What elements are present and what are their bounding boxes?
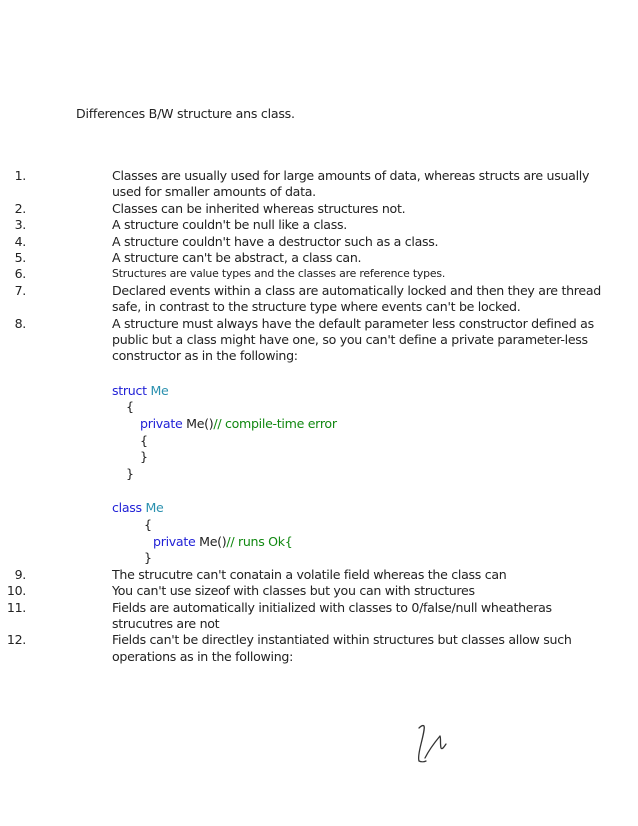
list-text-line: A structure couldn't be null like a class. — [112, 217, 347, 233]
list-number: 1. — [14, 168, 26, 183]
code-line: } — [126, 465, 134, 481]
code-method: Me() — [182, 416, 214, 432]
list-text-line: used for smaller amounts of data. — [112, 184, 316, 200]
code-line: { — [126, 399, 134, 415]
list-text-line: public but a class might have one, so you can't define a private parameter-less — [112, 332, 588, 348]
code-type-name: Me — [146, 382, 169, 398]
code-line — [112, 534, 638, 551]
code-line — [112, 383, 638, 400]
code-line: } — [144, 550, 152, 566]
list-item — [0, 567, 556, 583]
list-number: 4. — [14, 233, 26, 249]
list-item — [0, 250, 556, 266]
code-line: { — [140, 432, 148, 448]
list-number: 9. — [14, 566, 26, 582]
list-text-line: A structure couldn't have a destructor such as a class. — [112, 233, 439, 249]
list-text-line: Declared events within a class are automatically locked and then they are thread — [112, 282, 601, 298]
differences-list — [0, 168, 638, 665]
code-line — [112, 416, 638, 433]
list-item — [0, 282, 601, 316]
list-text-line: A structure can't be abstract, a class can. — [112, 250, 362, 266]
signature-mark — [416, 722, 448, 766]
code-keyword: private — [140, 416, 183, 432]
list-text-line: Fields can't be directley instantiated within structures but classes allow such — [112, 632, 572, 648]
list-number: 3. — [14, 217, 26, 233]
list-text-line: A structure must always have the default parameter less constructor defined as — [112, 315, 594, 331]
code-keyword: class — [112, 500, 142, 516]
list-number: 11. — [6, 599, 26, 615]
list-number: 10. — [6, 583, 26, 599]
list-text-line: constructor as in the following: — [112, 348, 298, 364]
list-item — [0, 583, 556, 599]
code-line: { — [144, 517, 152, 533]
code-keyword: struct — [112, 382, 147, 398]
list-item — [0, 266, 556, 282]
list-item — [0, 315, 594, 365]
list-number: 8. — [14, 315, 26, 331]
code-type-name: Me — [141, 500, 164, 516]
code-line: } — [140, 449, 148, 465]
list-text-line: safe, in contrast to the structure type where events can't be locked. — [112, 299, 521, 315]
code-sample-struct — [0, 383, 638, 483]
list-number: 6. — [14, 266, 26, 282]
list-number: 5. — [14, 250, 26, 266]
code-line — [112, 500, 638, 517]
list-text-line: Classes can be inherited whereas structures not. — [112, 200, 406, 216]
page-title: Differences B/W structure ans class. — [76, 106, 295, 121]
code-comment: // runs Ok{ — [226, 533, 293, 549]
list-number: 12. — [6, 632, 26, 648]
list-item — [0, 217, 556, 233]
list-number: 2. — [14, 200, 26, 216]
list-item — [0, 234, 556, 250]
list-number: 7. — [14, 282, 26, 298]
list-text-line: strucutres are not — [112, 616, 220, 632]
list-item — [0, 600, 556, 633]
list-item — [0, 168, 590, 201]
list-item — [0, 632, 572, 665]
code-comment: // compile-time error — [213, 416, 337, 432]
list-text-line: You can't use sizeof with classes but you can with structures — [112, 583, 475, 599]
list-text-line: Structures are value types and the classes are reference types. — [112, 267, 446, 281]
list-text-line: Classes are usually used for large amounts of data, whereas structs are usually — [112, 168, 590, 183]
code-sample-class — [0, 500, 638, 566]
code-method: Me() — [195, 533, 227, 549]
list-text-line: The strucutre can't conatain a volatile field whereas the class can — [112, 566, 507, 582]
list-item — [0, 201, 556, 217]
code-keyword: private — [153, 533, 196, 549]
list-text-line: operations as in the following: — [112, 648, 294, 664]
list-text-line: Fields are automatically initialized with classes to 0/false/null wheatheras — [112, 599, 552, 615]
